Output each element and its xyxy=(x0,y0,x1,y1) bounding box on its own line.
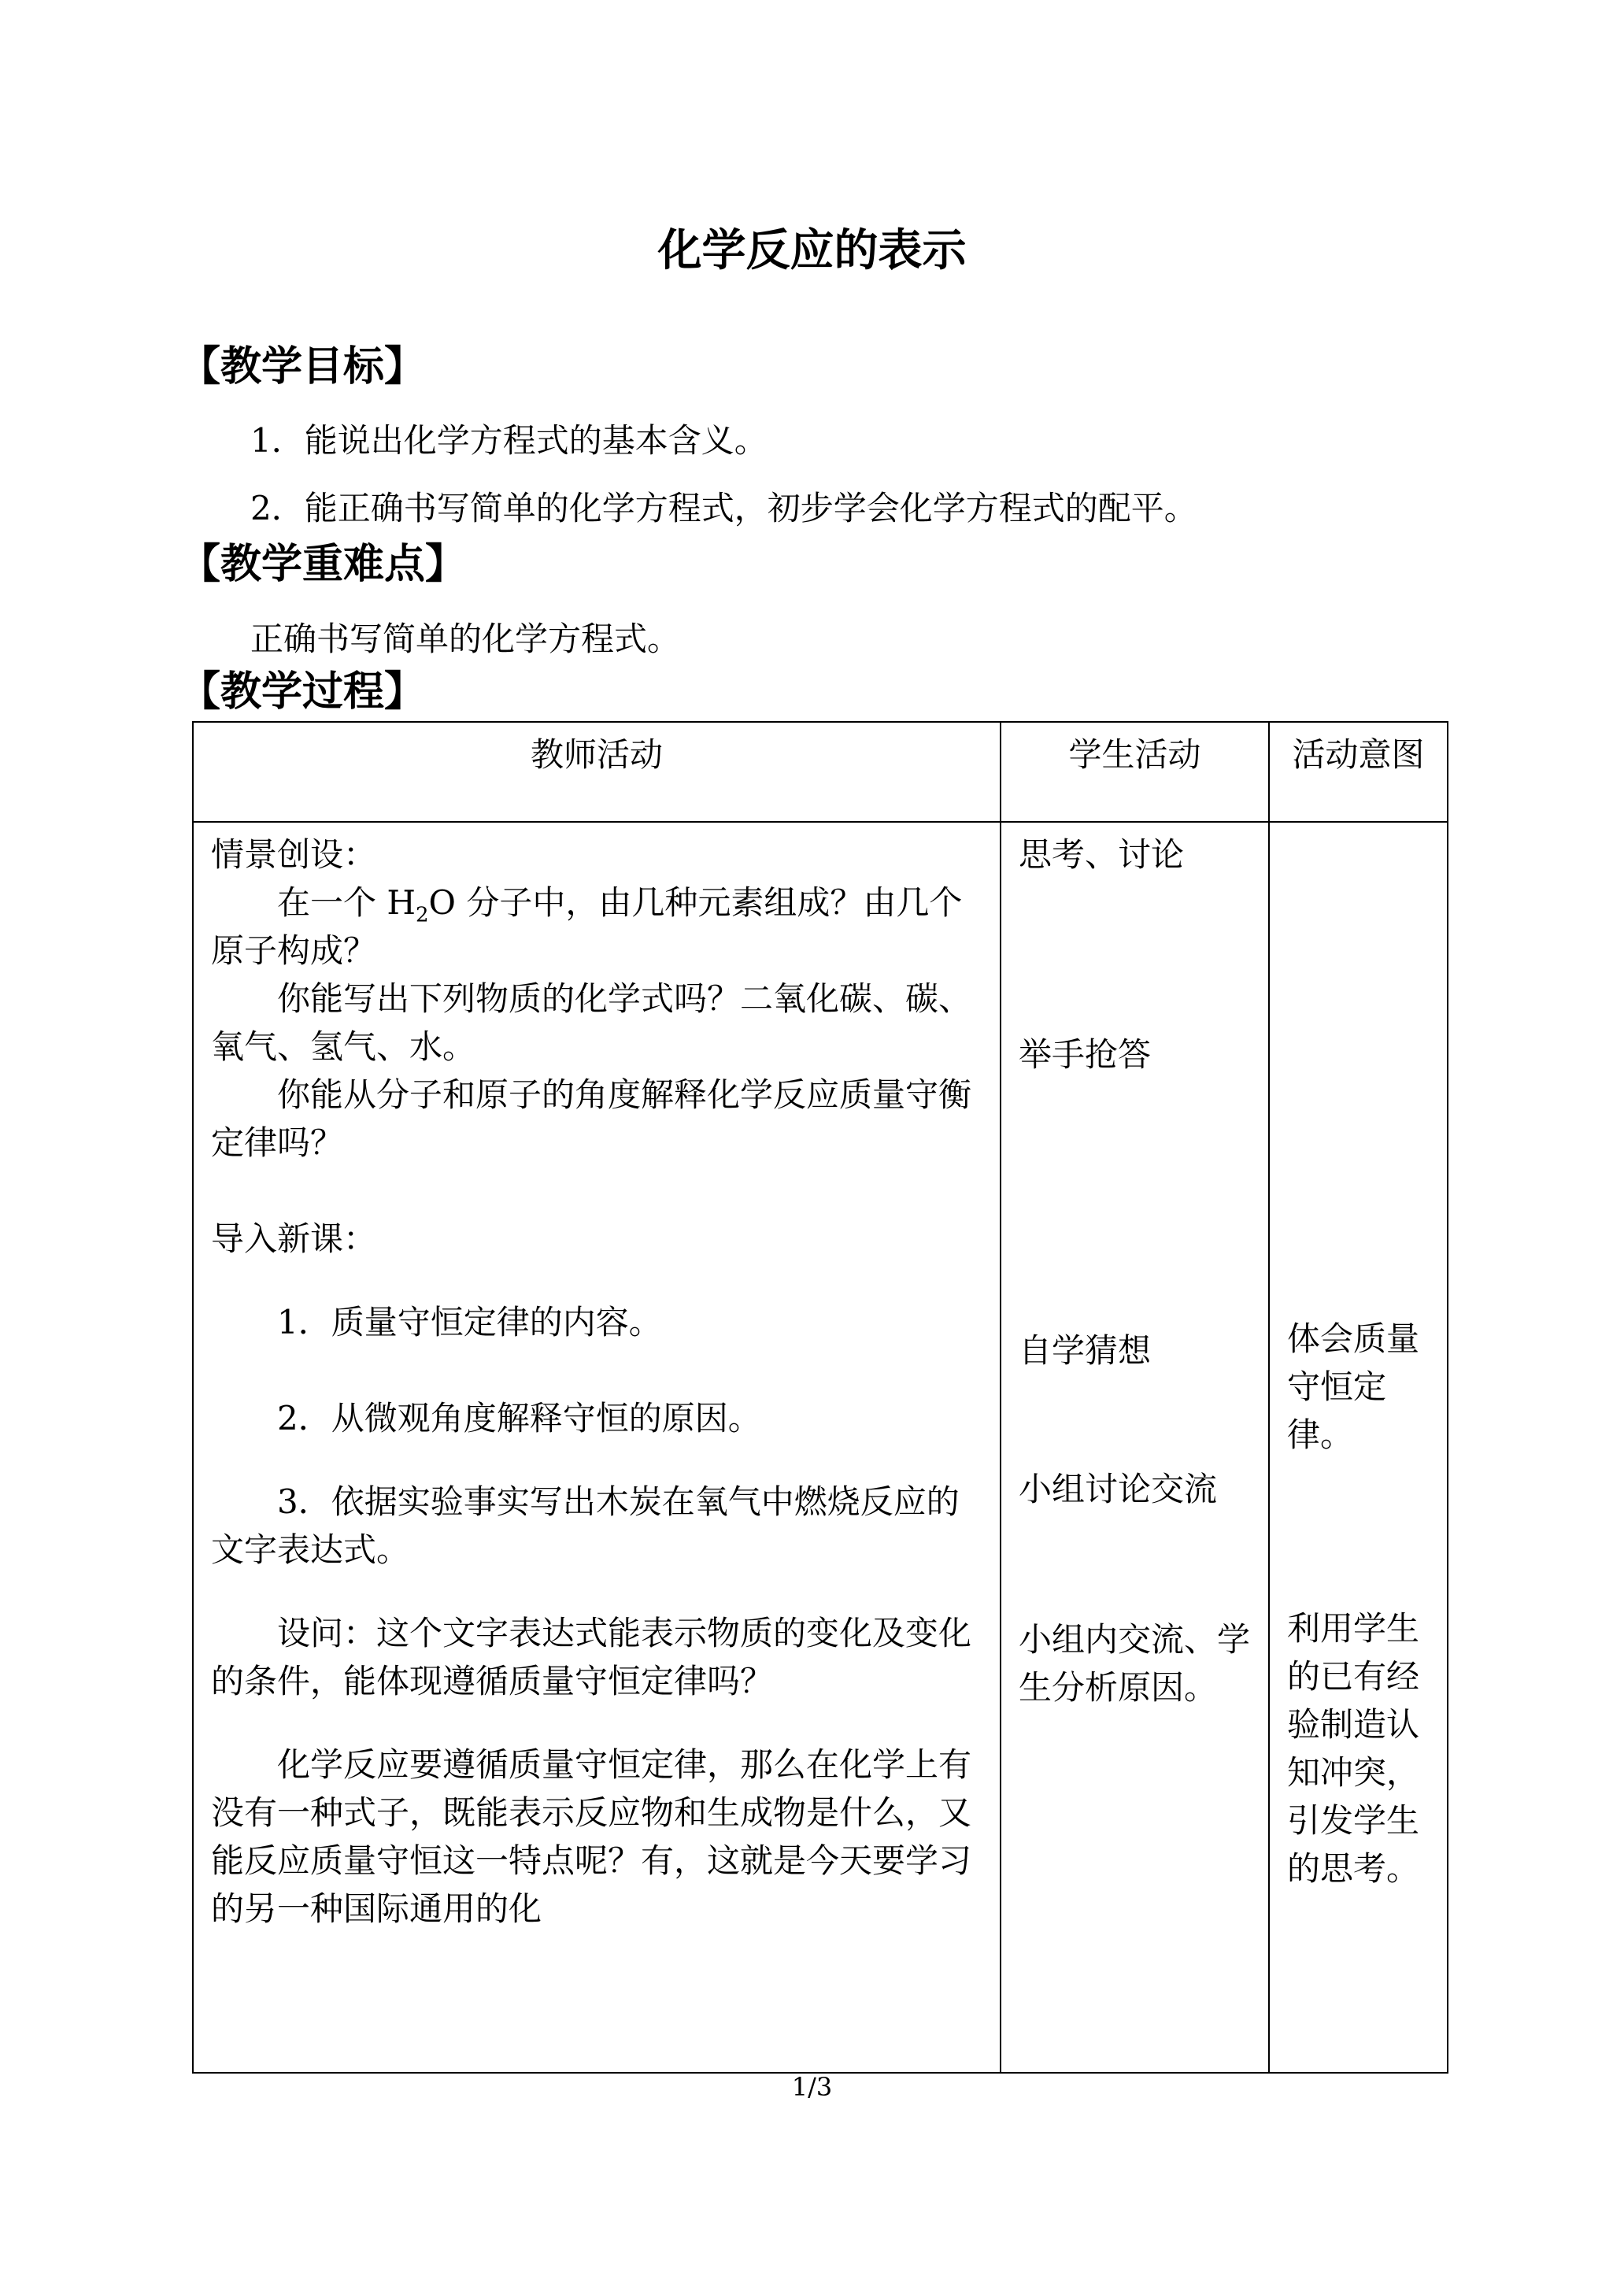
intent-cognitive-conflict: 利用学生的已有经验制造认知冲突，引发学生的思考。 xyxy=(1287,1609,1420,1888)
student-group-analysis: 小组内交流、学生分析原因。 xyxy=(1019,1620,1251,1707)
student-self-study: 自学猜想 xyxy=(1019,1331,1152,1370)
header-student-activity: 学生活动 xyxy=(1001,722,1269,822)
header-teacher-activity: 教师活动 xyxy=(193,722,1001,822)
q1-text-pre: 在一个 H xyxy=(277,883,416,922)
step-2: 2．从微观角度解释守恒的原因。 xyxy=(277,1399,761,1437)
student-raise-hand: 举手抢答 xyxy=(1019,1035,1152,1074)
intent-conservation: 体会质量守恒定律。 xyxy=(1287,1319,1420,1454)
table-header-row xyxy=(193,722,1448,822)
process-heading: 【教学过程】 xyxy=(179,668,426,716)
process-table xyxy=(192,721,1448,2074)
key-points-text: 正确书写简单的化学方程式。 xyxy=(250,620,681,658)
key-points-heading: 【教学重难点】 xyxy=(179,540,467,588)
situation-label: 情景创设： xyxy=(211,835,377,874)
step-3: 3．依据实验事实写出木炭在氧气中燃烧反应的文字表达式。 xyxy=(211,1482,960,1569)
question-molecule xyxy=(211,879,982,975)
document-title: 化学反应的表示 xyxy=(657,224,967,276)
teacher-conclusion: 化学反应要遵循质量守恒定律，那么在化学上有没有一种式子，既能表示反应物和生成物是什么，又能反应质量守恒这一特点呢？有，这就是今天要学习的另一种国际通用的化 xyxy=(211,1745,972,1928)
goal-item-1: 1．能说出化学方程式的基本含义。 xyxy=(250,421,768,460)
step-1: 1．质量守恒定律的内容。 xyxy=(277,1303,662,1341)
q1-text-post: O 分子中，由几种元素组成？由几个原子构成？ xyxy=(211,883,963,970)
teacher-question: 设问：这个文字表达式能表示物质的变化及变化的条件，能体现遵循质量守恒定律吗？ xyxy=(211,1614,972,1700)
goals-heading: 【教学目标】 xyxy=(179,342,426,390)
q1-subscript: 2 xyxy=(415,903,429,927)
intro-label: 导入新课： xyxy=(211,1219,377,1258)
student-activity-cell xyxy=(1001,822,1269,2073)
student-think-discuss: 思考、讨论 xyxy=(1019,835,1185,874)
activity-intent-cell xyxy=(1269,822,1448,2073)
student-group-discussion: 小组讨论交流 xyxy=(1019,1470,1218,1508)
question-formulas: 你能写出下列物质的化学式吗？二氧化碳、碳、氧气、氢气、水。 xyxy=(211,979,972,1066)
goal-item-2: 2．能正确书写简单的化学方程式，初步学会化学方程式的配平。 xyxy=(250,489,1197,527)
page-number: 1/3 xyxy=(791,2072,833,2102)
header-activity-intent: 活动意图 xyxy=(1269,722,1448,822)
teacher-activity-cell xyxy=(193,822,1001,2073)
table-row xyxy=(193,822,1448,2073)
question-conservation: 你能从分子和原子的角度解释化学反应质量守衡定律吗？ xyxy=(211,1075,972,1162)
